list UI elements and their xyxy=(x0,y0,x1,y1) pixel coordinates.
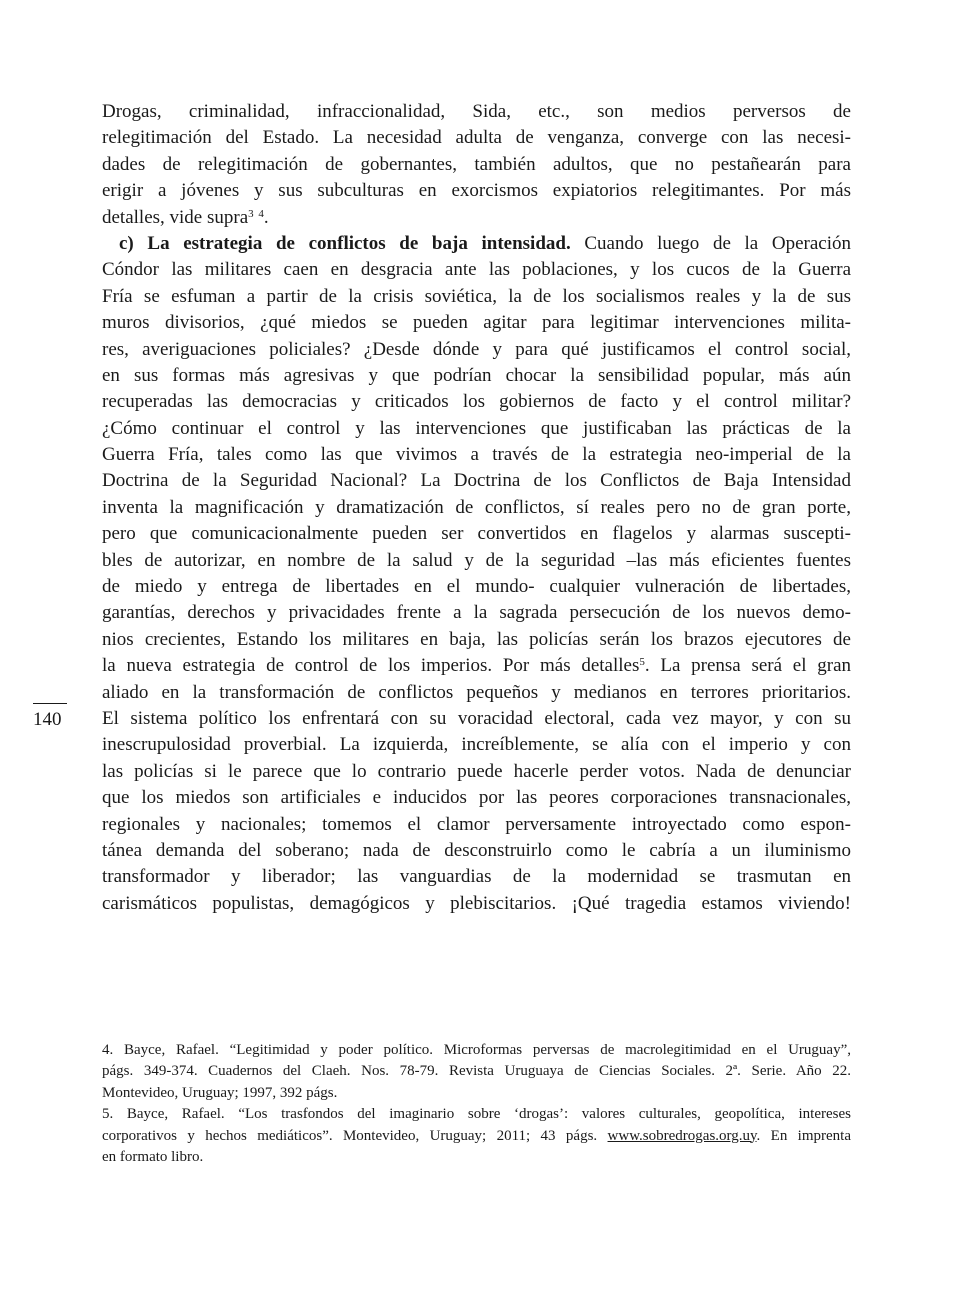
footnote-text-span: corporativos y hechos mediáticos”. Montevideo, Uruguay; 2011; 43 págs. xyxy=(102,1127,608,1144)
body-line: inventa la magnificación y dramatización de conflictos, sí reales pero no de gran porte, xyxy=(102,496,851,518)
body-line: res, averiguaciones policiales? ¿Desde dónde y para qué justificamos el control social, xyxy=(102,338,851,360)
body-line: las policías si le parece que lo contrario puede hacerle perder votos. Nada de denunciar xyxy=(102,760,851,782)
body-line: Cóndor las militares caen en desgracia ante las poblaciones, y los cucos de la Guerra xyxy=(102,259,851,281)
footnote-line: 5. Bayce, Rafael. “Los trasfondos del imaginario sobre ‘drogas’: valores culturales, geopolítica, intereses xyxy=(102,1106,851,1123)
footnote-line: en formato libro. xyxy=(102,1148,204,1165)
footnote-line: Montevideo, Uruguay; 1997, 392 págs. xyxy=(102,1084,338,1101)
section-heading: c) La estrategia de conflictos de baja intensidad. xyxy=(119,232,571,254)
body-line: inescrupulosidad proverbial. La izquierda, increíblemente, se alía con el imperio y con xyxy=(102,734,851,756)
footnote-ref: 3 xyxy=(248,207,254,220)
body-text-span: detalles, vide supra xyxy=(102,206,249,228)
body-text-span: . xyxy=(263,206,269,228)
body-text-span: . La prensa será el gran xyxy=(644,655,851,677)
body-line: nios crecientes, Estando los militares en baja, las policías serán los brazos ejecutores de xyxy=(102,628,851,650)
body-line: relegitimación del Estado. La necesidad adulta de venganza, converge con las necesi- xyxy=(102,127,851,149)
footnote-link[interactable]: www.sobredrogas.org.uy xyxy=(607,1127,757,1144)
body-line: Guerra Fría, tales como las que vivimos a través de la estrategia neo-imperial de la xyxy=(102,444,851,466)
footnote-line: págs. 349-374. Cuadernos del Claeh. Nos. 78-79. Revista Uruguaya de Ciencias Sociales. 2ª. Serie. Año 22. xyxy=(102,1063,851,1080)
body-line: transformador y liberador; las vanguardias de la modernidad se trasmutan en xyxy=(102,866,851,888)
body-line: Drogas, criminalidad, infraccionalidad, Sida, etc., son medios perversos de xyxy=(102,101,851,122)
body-line: carismáticos populistas, demagógicos y plebiscitarios. ¡Qué tragedia estamos viviendo! xyxy=(102,892,851,914)
body-line xyxy=(102,231,851,257)
body-text xyxy=(102,99,851,917)
footnote-line xyxy=(102,1126,851,1147)
body-line: pero que comunicacionalmente pueden ser convertidos en flagelos y alarmas suscepti- xyxy=(102,523,851,545)
body-line: muros divisorios, ¿qué miedos se pueden agitar para legitimar intervenciones milita- xyxy=(102,312,851,334)
body-line xyxy=(102,653,851,679)
footnote-line: 4. Bayce, Rafael. “Legitimidad y poder político. Microformas perversas de macrolegitimidad en el Uruguay”, xyxy=(102,1042,851,1058)
body-line: Fría se esfuman a partir de la crisis soviética, la de los socialismos reales y la de sus xyxy=(102,285,851,307)
page-number-rule xyxy=(33,703,67,704)
body-line: en sus formas más agresivas y que podrían chocar la sensibilidad popular, más aún xyxy=(102,364,851,386)
body-line: garantías, derechos y privacidades frente a la sagrada persecución de los nuevos demo- xyxy=(102,602,851,624)
body-line: regionales y nacionales; tomemos el clamor perversamente introyectado como espon- xyxy=(102,813,851,835)
footnote-ref: 5 xyxy=(639,656,645,669)
body-line: ¿Cómo continuar el control y las intervenciones que justificaban las prácticas de la xyxy=(102,417,851,439)
footnotes xyxy=(102,1040,851,1168)
footnote-text-span: . En imprenta xyxy=(756,1127,851,1144)
body-line: erigir a jóvenes y sus subculturas en exorcismos expiatorios relegitimantes. Por más xyxy=(102,180,851,202)
body-line: que los miedos son artificiales e inducidos por las peores corporaciones transnacionales, xyxy=(102,787,851,809)
body-line: aliado en la transformación de conflictos pequeños y medianos en terrores prioritarios. xyxy=(102,681,851,703)
body-line: recuperadas las democracias y criticados los gobiernos de facto y el control militar? xyxy=(102,391,851,413)
body-line xyxy=(102,205,851,231)
footnote-ref: 4 xyxy=(258,207,264,220)
body-line: de miedo y entrega de libertades en el mundo- cualquier vulneración de libertades, xyxy=(102,576,851,598)
body-line: bles de autorizar, en nombre de la salud y de la seguridad –las más eficientes fuentes xyxy=(102,549,851,571)
body-text-span: la nueva estrategia de control de los imperios. Por más detalles xyxy=(102,655,640,677)
body-line: El sistema político los enfrentará con su voracidad electoral, cada vez mayor, y con su xyxy=(102,707,851,729)
body-text-span: Cuando luego de la Operación xyxy=(570,232,851,254)
body-line: dades de relegitimación de gobernantes, también adultos, que no pestañearán para xyxy=(102,153,851,175)
page-number: 140 xyxy=(33,709,62,730)
body-line: Doctrina de la Seguridad Nacional? La Doctrina de los Conflictos de Baja Intensidad xyxy=(102,470,851,492)
body-line: tánea demanda del soberano; nada de desconstruirlo como le cabría a un iluminismo xyxy=(102,839,851,861)
